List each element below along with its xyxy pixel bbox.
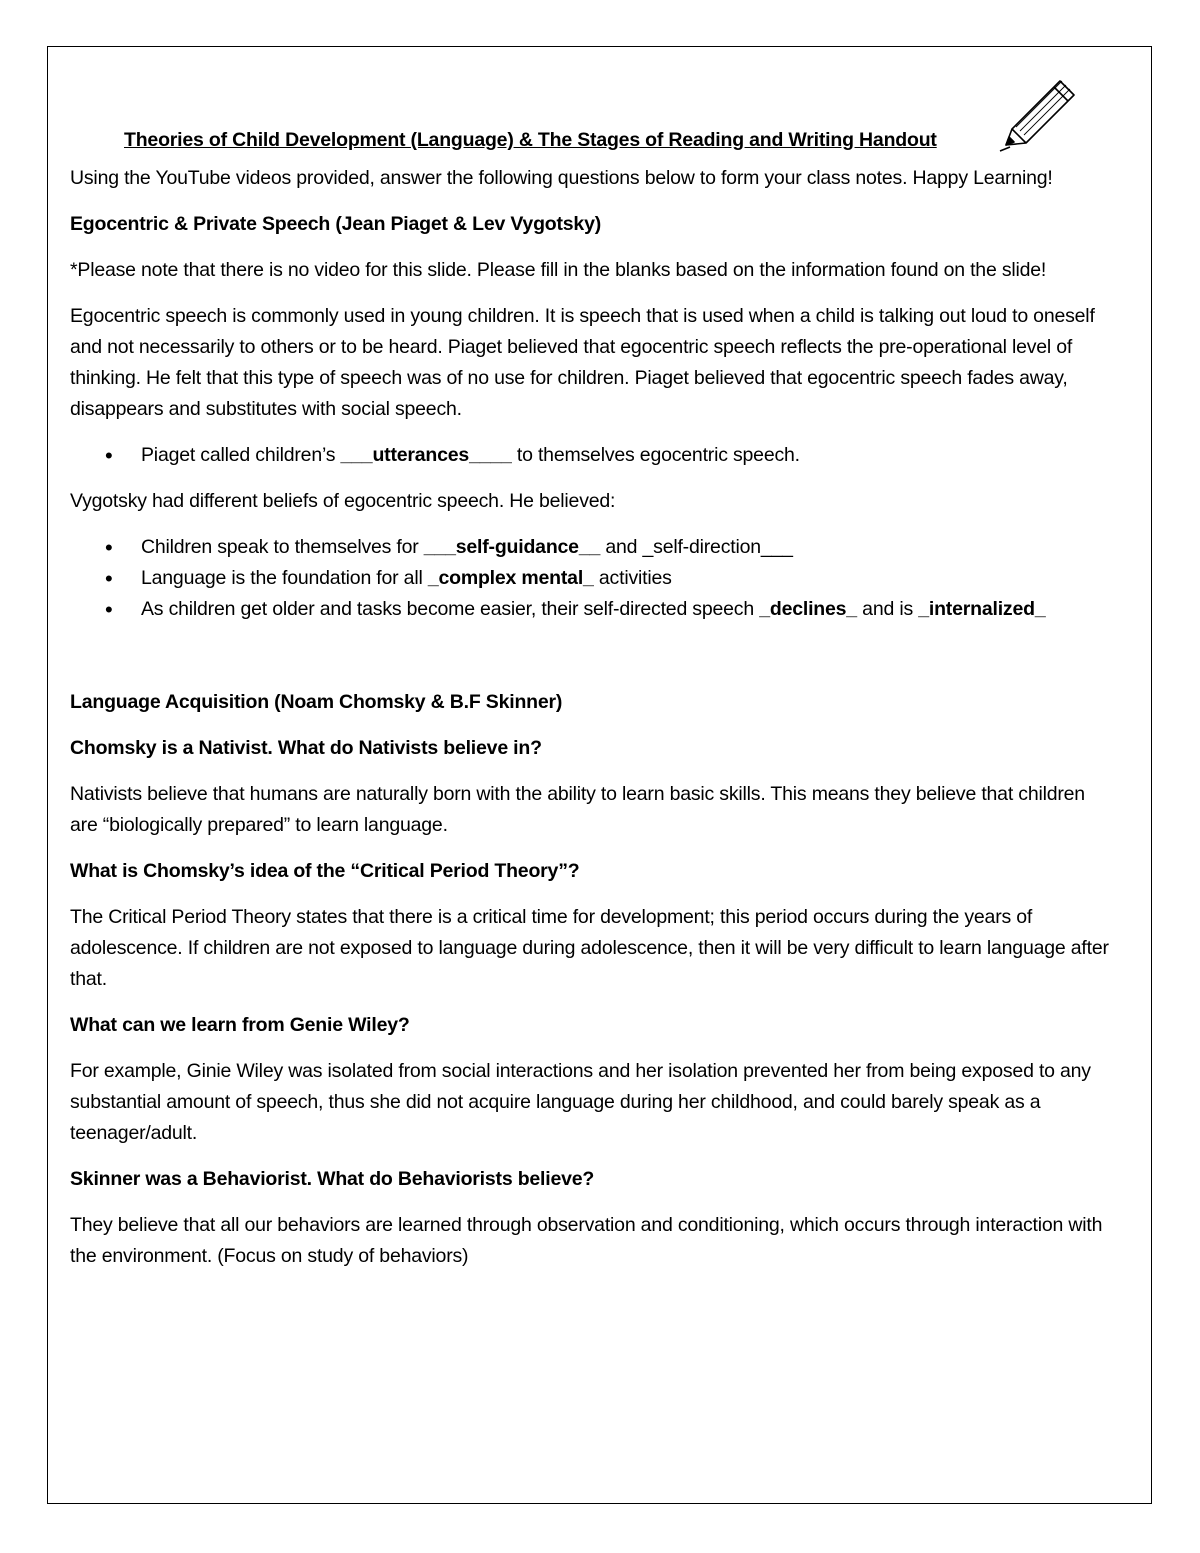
fill-blank: ___self-guidance__ — [423, 536, 601, 558]
list-item: • As children get older and tasks become easier, their self-directed speech _declines_ and is _internalized_ — [141, 594, 1115, 625]
pencil-icon — [998, 73, 1078, 155]
answer-behaviorist: They believe that all our behaviors are learned through observation and conditioning, which occurs through interaction with the environment. (Focus on study of behaviors) — [70, 1214, 1103, 1267]
answer-genie-wiley: For example, Ginie Wiley was isolated from social interactions and her isolation prevented her from being exposed to any substantial amount of speech, thus she did not acquire language during her childhood, and could barely speak as a teenager/adult. — [70, 1060, 1091, 1144]
question-nativist: Chomsky is a Nativist. What do Nativists believe in? — [70, 737, 542, 759]
section1-note: *Please note that there is no video for this slide. Please fill in the blanks based on the information found on the slide! — [70, 259, 1047, 281]
answer-critical-period: The Critical Period Theory states that there is a critical time for development; this period occurs during the years of adolescence. If children are not exposed to language during adolescence, then it will be very difficult to learn language after that. — [70, 906, 1109, 990]
section2-heading: Language Acquisition (Noam Chomsky & B.F Skinner) — [70, 691, 563, 713]
fill-blank: ___utterances____ — [340, 444, 512, 466]
list-item: • Language is the foundation for all _complex mental_ activities — [141, 563, 1115, 594]
spacer — [70, 640, 1115, 687]
fill-blank: _internalized_ — [918, 598, 1046, 620]
document-body — [70, 125, 1115, 1287]
fill-blank: _declines_ — [759, 598, 857, 620]
document-title: Theories of Child Development (Language) & The Stages of Reading and Writing Handout — [124, 129, 937, 151]
answer-nativist: Nativists believe that humans are naturally born with the ability to learn basic skills. This means they believe that children are “biologically prepared” to learn language. — [70, 783, 1085, 836]
section1-heading: Egocentric & Private Speech (Jean Piaget & Lev Vygotsky) — [70, 213, 602, 235]
title-row — [70, 125, 1115, 159]
vygotsky-intro: Vygotsky had different beliefs of egocentric speech. He believed: — [70, 490, 616, 512]
vygotsky-bullet-list — [70, 532, 1115, 625]
question-critical-period: What is Chomsky’s idea of the “Critical Period Theory”? — [70, 860, 580, 882]
intro-text: Using the YouTube videos provided, answer the following questions below to form your class notes. Happy Learning! — [70, 167, 1053, 189]
section1-paragraph: Egocentric speech is commonly used in young children. It is speech that is used when a child is talking out loud to oneself and not necessarily to others or to be heard. Piaget believed that egocentric speech reflects the pre-operational level of thinking. He felt that this type of speech was of no use for children. Piaget believed that egocentric speech fades away, disappears and substitutes with social speech. — [70, 305, 1095, 420]
question-genie-wiley: What can we learn from Genie Wiley? — [70, 1014, 410, 1036]
list-item: • Children speak to themselves for ___self-guidance__ and _self-direction___ — [141, 532, 1115, 563]
list-item: • Piaget called children’s ___utterances____ to themselves egocentric speech. — [141, 440, 1115, 471]
piaget-bullet-list — [70, 440, 1115, 471]
question-behaviorist: Skinner was a Behaviorist. What do Behaviorists believe? — [70, 1168, 595, 1190]
fill-blank: _complex mental_ — [427, 567, 594, 589]
